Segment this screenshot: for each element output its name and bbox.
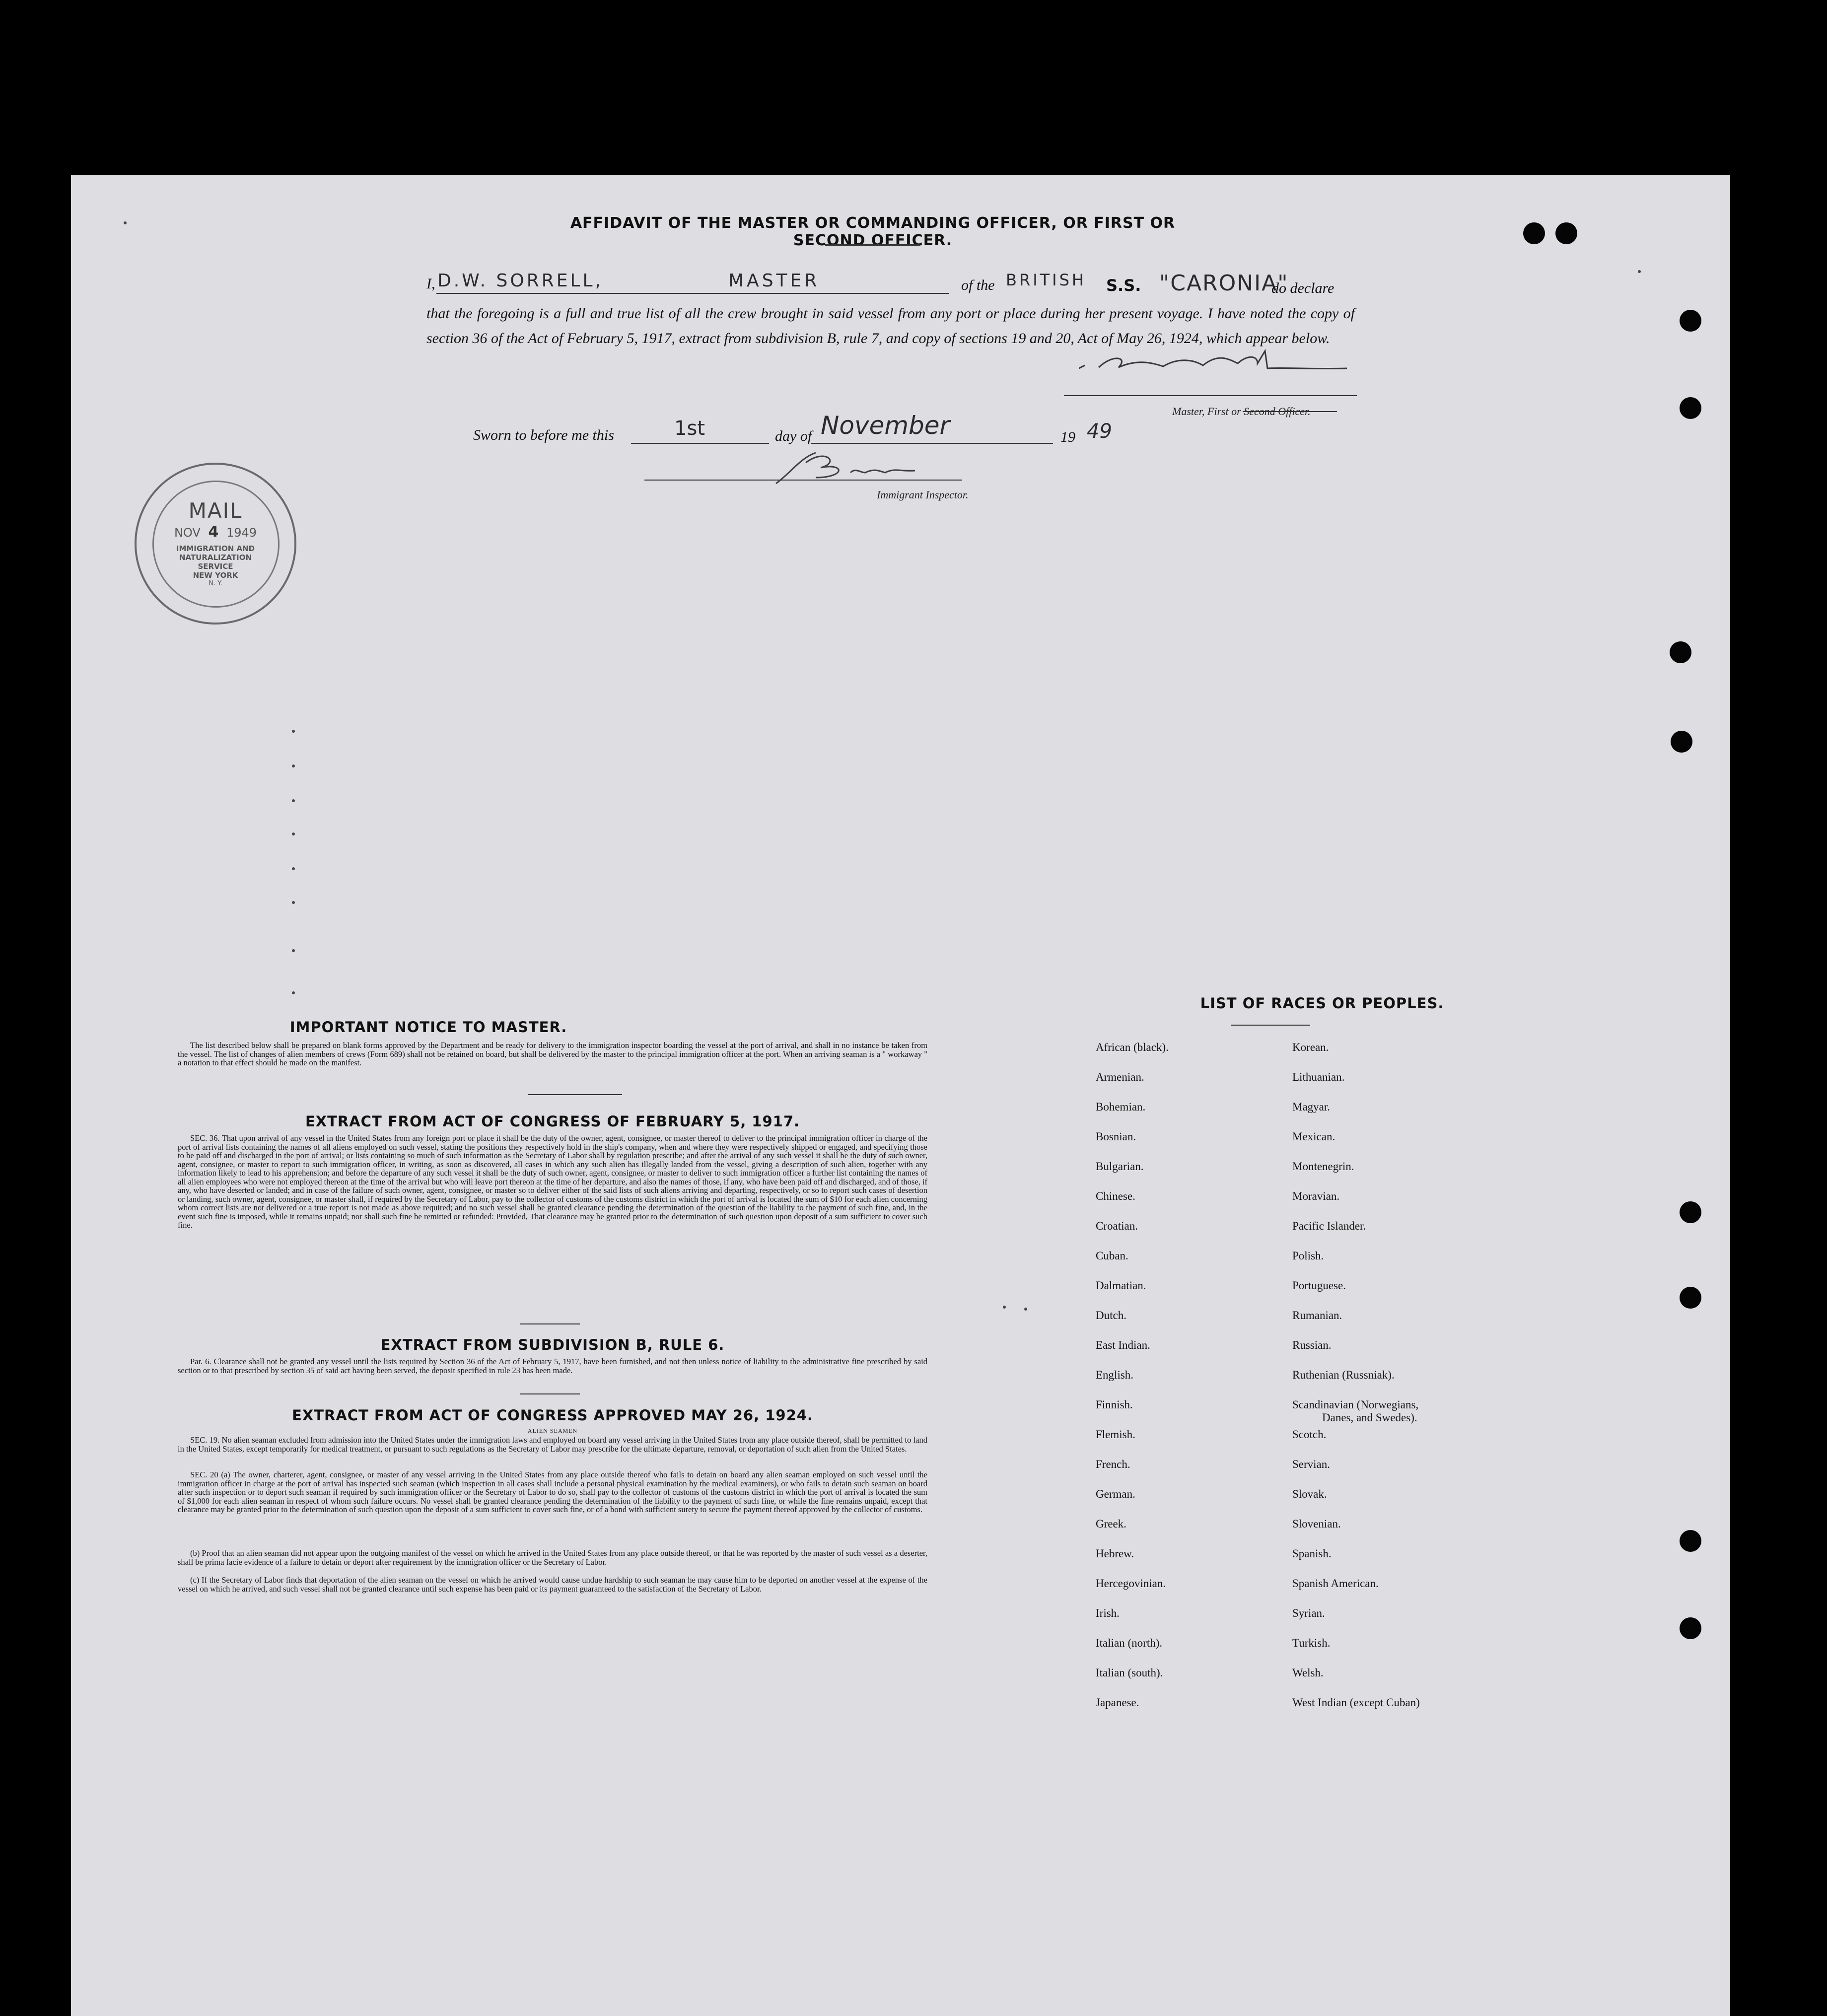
race-item: Magyar. bbox=[1292, 1101, 1331, 1113]
paper-speck bbox=[1638, 270, 1641, 273]
stamp-line4: NEW YORK bbox=[193, 571, 238, 580]
race-item: Mexican. bbox=[1292, 1130, 1335, 1143]
race-item: Portuguese. bbox=[1292, 1279, 1346, 1292]
sworn-day-line bbox=[631, 443, 769, 444]
race-item: Bosnian. bbox=[1096, 1130, 1136, 1143]
ship-name: "CARONIA" bbox=[1159, 271, 1289, 296]
extract-1917-title: EXTRACT FROM ACT OF CONGRESS OF FEBRUARY 5, 1917. bbox=[305, 1113, 800, 1130]
race-item: Ruthenian (Russniak). bbox=[1292, 1369, 1395, 1381]
race-item: Flemish. bbox=[1096, 1428, 1135, 1441]
sworn-year-prefix: 19 bbox=[1060, 429, 1075, 445]
races-title: LIST OF RACES OR PEOPLES. bbox=[1200, 995, 1444, 1012]
sworn-year-suffix: 49 bbox=[1087, 420, 1112, 443]
ss-label: S.S. bbox=[1106, 276, 1141, 295]
race-item: Croatian. bbox=[1096, 1220, 1138, 1232]
race-item: Russian. bbox=[1292, 1339, 1332, 1351]
extract-1924-subtitle: ALIEN SEAMEN bbox=[527, 1427, 578, 1434]
punch-hole bbox=[1680, 1287, 1701, 1309]
paper-speck bbox=[292, 991, 295, 994]
extract-1924-sec20b: (b) Proof that an alien seaman did not appear upon the outgoing manifest of the vessel on which he arrived in the United States from any place outside thereof, or that he was reported by the master of such vessel as a deserter, shall be prima facie evidence of a failure to detain or deport after requirement by the immigration officer or the Secretary of Labor. bbox=[178, 1548, 927, 1567]
stamp-line1: IMMIGRATION AND bbox=[176, 544, 255, 553]
sworn-month: November bbox=[821, 411, 950, 440]
race-item: Hebrew. bbox=[1096, 1547, 1134, 1560]
race-item: Scotch. bbox=[1292, 1428, 1327, 1441]
paper-speck bbox=[292, 867, 295, 870]
race-item: Pacific Islander. bbox=[1292, 1220, 1366, 1232]
race-item: Spanish. bbox=[1292, 1547, 1332, 1560]
paper-speck bbox=[292, 833, 295, 835]
master-name-handwritten: D.W. SORRELL, bbox=[437, 271, 604, 291]
race-item: Welsh. bbox=[1292, 1667, 1324, 1679]
notice-body: The list described below shall be prepared on blank forms approved by the Department and be ready for delivery to the immigration inspector boarding the vessel at the port of arrival, and shall in no instance be taken from the vessel. The list of changes of alien members of crews (Form 689) shall not be retained on board, but shall be delivered by the master to the principal immigration officer at the port. When an arriving seaman is a " workaway " a notation to that effect should be made on the manifest. bbox=[178, 1041, 927, 1067]
race-item: African (black). bbox=[1096, 1041, 1169, 1053]
punch-hole bbox=[1680, 310, 1701, 332]
race-item-label: Scandinavian (Norwegians, bbox=[1292, 1398, 1419, 1411]
race-item: Servian. bbox=[1292, 1458, 1331, 1470]
race-item: French. bbox=[1096, 1458, 1130, 1470]
affidavit-of-the: of the bbox=[961, 277, 995, 293]
master-signature-caption: Master, First or Second Officer. bbox=[1172, 405, 1311, 417]
race-item: Bohemian. bbox=[1096, 1101, 1146, 1113]
extract-1924-sec20c: (c) If the Secretary of Labor finds that deportation of the alien seaman on the vessel on which he arrived would cause undue hardship to such seaman he may cause him to be deported on another vessel at the expense of the vessel on which he arrived, and such vessel shall not be granted clearance until such expense has been paid or its payment guaranteed to the satisfaction of the Secretary of Labor. bbox=[178, 1575, 927, 1594]
punch-hole bbox=[1680, 1201, 1701, 1223]
stamp-date bbox=[137, 523, 294, 541]
notice-title: IMPORTANT NOTICE TO MASTER. bbox=[289, 1019, 567, 1036]
race-item: Polish. bbox=[1292, 1250, 1324, 1262]
document-page bbox=[71, 175, 1730, 2016]
race-item: West Indian (except Cuban) bbox=[1292, 1696, 1420, 1709]
race-item: Italian (south). bbox=[1096, 1667, 1163, 1679]
signature-line bbox=[1064, 395, 1357, 396]
race-item: Finnish. bbox=[1096, 1398, 1133, 1411]
race-item: Hercegovinian. bbox=[1096, 1577, 1166, 1590]
sworn-month-line bbox=[811, 443, 1053, 444]
inspector-caption: Immigrant Inspector. bbox=[877, 488, 969, 501]
do-declare: do declare bbox=[1271, 280, 1335, 296]
extract-1924-title: EXTRACT FROM ACT OF CONGRESS APPROVED MAY 26, 1924. bbox=[292, 1407, 813, 1424]
name-underline bbox=[436, 293, 949, 294]
race-item: Irish. bbox=[1096, 1607, 1120, 1619]
paper-speck bbox=[1003, 1306, 1006, 1309]
race-item: Turkish. bbox=[1292, 1637, 1331, 1649]
race-item: Moravian. bbox=[1292, 1190, 1340, 1202]
subdivision-b-title: EXTRACT FROM SUBDIVISION B, RULE 6. bbox=[380, 1336, 725, 1353]
inspector-signature bbox=[771, 448, 935, 487]
stamp-line3: SERVICE bbox=[198, 562, 233, 571]
races-divider bbox=[1231, 1025, 1310, 1026]
paper-speck bbox=[292, 949, 295, 952]
paper-speck bbox=[292, 901, 295, 904]
race-item-continuation: Danes, and Swedes). bbox=[1322, 1411, 1417, 1424]
paper-speck bbox=[292, 730, 295, 733]
inspector-line bbox=[644, 480, 962, 481]
affidavit-body: that the foregoing is a full and true list of all the crew brought in said vessel from any port or place during her present voyage. I have noted the copy of section 36 of the Act of February 5, 1917, extract from subdivision B, rule 7, and copy of sections 19 and 20, Act of May 26, 1924, which appear below. bbox=[426, 305, 1355, 347]
stamp-day: 4 bbox=[208, 523, 219, 541]
paper-speck bbox=[1024, 1308, 1027, 1311]
rank-handwritten: MASTER bbox=[728, 271, 820, 291]
subdivision-b-divider bbox=[520, 1393, 580, 1394]
race-item: Korean. bbox=[1292, 1041, 1329, 1053]
extract-1917-divider bbox=[520, 1323, 580, 1324]
mail-stamp bbox=[135, 463, 296, 625]
paper-speck bbox=[292, 765, 295, 767]
paper-speck bbox=[124, 221, 127, 224]
sworn-day-of: day of bbox=[775, 428, 812, 444]
stamp-line2: NATURALIZATION bbox=[179, 553, 252, 562]
punch-hole bbox=[1670, 641, 1691, 663]
punch-hole bbox=[1680, 1530, 1701, 1552]
race-item: German. bbox=[1096, 1488, 1135, 1500]
title-underline bbox=[825, 244, 920, 246]
race-item: Spanish American. bbox=[1292, 1577, 1379, 1590]
race-item: Italian (north). bbox=[1096, 1637, 1163, 1649]
notice-divider bbox=[528, 1094, 622, 1095]
extract-1917-body: SEC. 36. That upon arrival of any vessel in the United States from any foreign port or place it shall be the duty of the owner, agent, consignee, or master thereof to deliver to the principal immigration officer in charge of the port of arrival lists containing the names of all aliens employed on such vessel, stating the positions they respectively hold in the ship's company, when and where they were respectively shipped or engaged, and specifying those to be paid off and discharged in the port of arrival; or lists containing so much of such information as the Secretary of Labor shall by regulation prescribe; and after the arrival of any such vessel it shall be the duty of such owner, agent, consignee, or master to report to such immigration officer, in writing, as soon as discovered, all cases in which any such alien has illegally landed from the vessel, giving a description of such alien, together with any information likely to lead to his apprehension; and before the departure of any such vessel it shall be the duty of such owner, agent, consignee, or master to deliver to such immigration officer a further list containing the names of all alien employees who were not employed thereon at the time of the arrival but who will leave port thereon at the time of her departure, and also the names of those, if any, who have been paid off and discharged, and of those, if any, who have deserted or landed; and in case of the failure of such owner, agent, consignee, or master so to deliver either of the said lists of such aliens arriving and departing, respectively, or so to report such cases of desertion or landing, such owner, agent, consignee, or master shall, if required by the Secretary of Labor, pay to the collector of customs of the customs district in which the port of arrival is located the sum of $10 for each alien concerning whom correct lists are not delivered or a true report is not made as above required; and no such vessel shall be granted clearance pending the determination of the question of the liability to the payment of such fine, and, in the event such fine is imposed, while it remains unpaid; nor shall such fine be remitted or refunded: Provided, That clearance may be granted prior to the determination of such question upon deposit of a sum sufficient to cover such fine. bbox=[178, 1133, 927, 1230]
nationality-handwritten: BRITISH bbox=[1006, 271, 1086, 289]
punch-hole bbox=[1680, 397, 1701, 419]
affidavit-prefix: I, bbox=[426, 276, 435, 292]
races-right-column bbox=[1292, 1041, 1511, 1726]
race-item: Cuban. bbox=[1096, 1250, 1128, 1262]
punch-hole bbox=[1680, 1617, 1701, 1639]
race-item: Syrian. bbox=[1292, 1607, 1325, 1619]
race-item: Slovak. bbox=[1292, 1488, 1327, 1500]
stamp-top: MAIL bbox=[188, 498, 243, 523]
stamp-month: NOV bbox=[174, 526, 201, 540]
race-item: Lithuanian. bbox=[1292, 1071, 1345, 1083]
races-left-column bbox=[1096, 1041, 1284, 1726]
punch-hole bbox=[1671, 731, 1692, 753]
race-item: Montenegrin. bbox=[1292, 1160, 1354, 1173]
race-item: Greek. bbox=[1096, 1518, 1126, 1530]
extract-1924-sec20a: SEC. 20 (a) The owner, charterer, agent, consignee, or master of any vessel arriving in the United States from any place outside thereof who fails to detain on board any alien seaman employed on such vessel until the immigration officer in charge at the port of arrival has inspected such seaman (which inspection in all cases shall include a personal physical examination by the medical examiners), or who fails to detain such seaman on board after such inspection or to deport such seaman if required by such immigration officer or the Secretary of Labor to do so, shall pay to the collector of customs of the customs district in which the port of arrival is located the sum of $1,000 for each alien seaman in respect of whom such failure occurs. No vessel shall be granted clearance pending the determination of the liability to the payment of such fine, or while the fine remains unpaid, except that clearance may be granted prior to the determination of such question upon the deposit of a sum sufficient to cover such fine, or of a bond with sufficient surety to secure the payment thereof approved by the collector of customs. bbox=[178, 1470, 927, 1514]
race-item: English. bbox=[1096, 1369, 1134, 1381]
race-item: Dutch. bbox=[1096, 1309, 1126, 1321]
affidavit-title: AFFIDAVIT OF THE MASTER OR COMMANDING OFFICER, OR FIRST OR SECOND OFFICER. bbox=[570, 214, 1176, 249]
race-item: Slovenian. bbox=[1292, 1518, 1341, 1530]
strike-line bbox=[1243, 411, 1337, 412]
punch-hole bbox=[1523, 222, 1545, 244]
race-item: Chinese. bbox=[1096, 1190, 1135, 1202]
sworn-day: 1st bbox=[674, 417, 705, 440]
stamp-year: 1949 bbox=[226, 526, 257, 540]
master-signature bbox=[1079, 348, 1357, 378]
race-item: Armenian. bbox=[1096, 1071, 1144, 1083]
race-item: East Indian. bbox=[1096, 1339, 1150, 1351]
sworn-prefix: Sworn to before me this bbox=[473, 427, 614, 443]
race-item bbox=[1292, 1398, 1511, 1428]
subdivision-b-body: Par. 6. Clearance shall not be granted any vessel until the lists required by Section 36 of the Act of February 5, 1917, have been furnished, and not then unless notice of liability to the administrative fine prescribed by said section or to that prescribed by section 35 of said act having been served, the deposit specified in rule 23 has been made. bbox=[178, 1357, 927, 1375]
race-item: Rumanian. bbox=[1292, 1309, 1342, 1321]
paper-speck bbox=[292, 799, 295, 802]
race-item: Dalmatian. bbox=[1096, 1279, 1146, 1292]
stamp-line5: N. Y. bbox=[209, 580, 222, 587]
race-item: Japanese. bbox=[1096, 1696, 1139, 1709]
race-item: Bulgarian. bbox=[1096, 1160, 1144, 1173]
punch-hole bbox=[1555, 222, 1577, 244]
extract-1924-sec19: SEC. 19. No alien seaman excluded from admission into the United States under the immigration laws and employed on board any vessel arriving in the United States from any place outside thereof, shall be permitted to land in the United States, except temporarily for medical treatment, or pursuant to such regulations as the Secretary of Labor may prescribe for the ultimate departure, removal, or deportation of such alien from the United States. bbox=[178, 1435, 927, 1454]
